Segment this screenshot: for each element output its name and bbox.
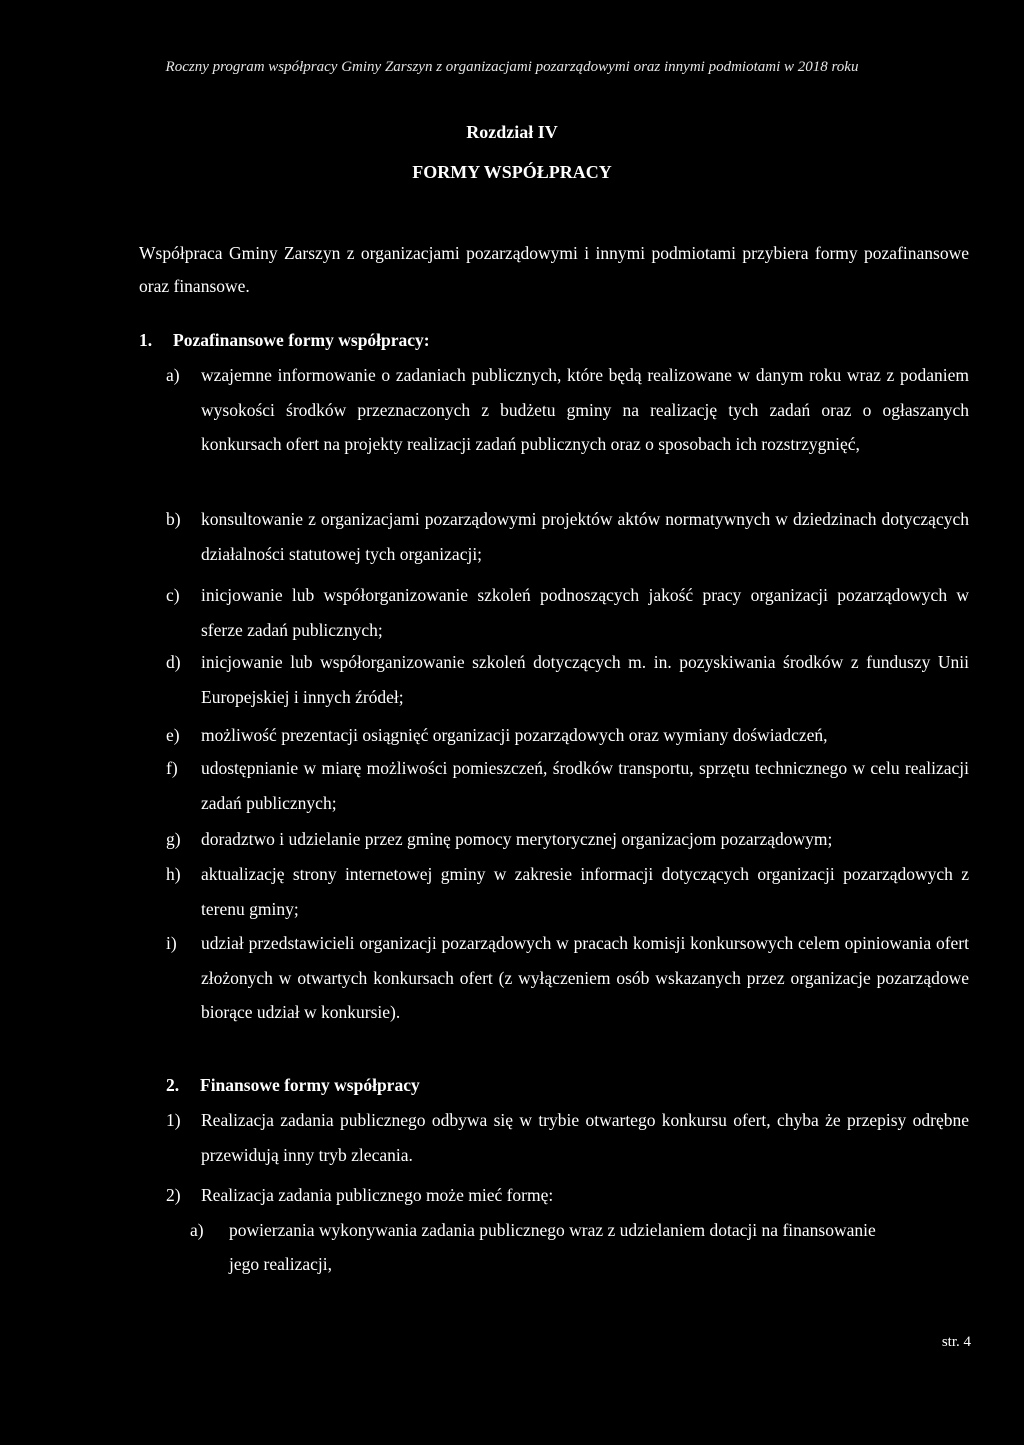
sub-list-item-label: a) (190, 1220, 204, 1240)
intro-paragraph: Współpraca Gminy Zarszyn z organizacjami pozarządowymi i innymi podmiotami przybiera formy pozafinansowe oraz finansowe. (139, 243, 969, 296)
list-item-text: Realizacja zadania publicznego może mieć formę: (201, 1185, 554, 1205)
section-1-number: 1. (139, 330, 153, 350)
list-item (166, 358, 969, 462)
list-item-text: konsultowanie z organizacjami pozarządowymi projektów aktów normatywnych w dziedzinach dotyczących działalności statutowej tych organizacji; (201, 509, 969, 564)
list-item (166, 645, 969, 714)
list-item-label: i) (166, 933, 177, 953)
list-item-text: udział przedstawicieli organizacji pozarządowych w pracach komisji konkursowych celem opiniowania ofert złożonych w otwartych konkursach ofert (z wyłączeniem osób wskazanych przez organizacje pozarządowe biorące udział w konkursie). (201, 933, 969, 1022)
list-item-label: e) (166, 725, 180, 745)
list-item (166, 502, 969, 571)
list-item-label: a) (166, 365, 180, 385)
section-2-number: 2. (166, 1075, 180, 1095)
running-header: Roczny program współpracy Gminy Zarszyn z organizacjami pozarządowymi oraz innymi podmiotami w 2018 roku (165, 59, 859, 75)
list-item-label: 1) (166, 1110, 181, 1130)
list-item-label: f) (166, 758, 178, 778)
list-item (166, 926, 969, 1030)
list-item-text: inicjowanie lub współorganizowanie szkoleń podnoszących jakość pracy organizacji pozarządowych w sferze zadań publicznych; (201, 585, 969, 640)
sub-list-item (190, 1213, 890, 1281)
section-2-heading (166, 1075, 420, 1096)
page-number: str. 4 (941, 1334, 971, 1350)
section-2-title: Finansowe formy współpracy (200, 1075, 420, 1095)
list-item (166, 751, 969, 820)
section-1-title: Pozafinansowe formy współpracy: (173, 330, 430, 350)
list-item-label: d) (166, 652, 181, 672)
list-item-label: 2) (166, 1185, 181, 1205)
list-item (166, 822, 969, 857)
sub-list-item-text: powierzania wykonywania zadania publicznego wraz z udzielaniem dotacji na finansowanie jego realizacji, (229, 1220, 876, 1274)
list-item-label: g) (166, 829, 181, 849)
list-item-text: możliwość prezentacji osiągnięć organizacji pozarządowych oraz wymiany doświadczeń, (201, 725, 828, 745)
list-item-text: doradztwo i udzielanie przez gminę pomocy merytorycznej organizacjom pozarządowym; (201, 829, 833, 849)
list-item (166, 857, 969, 926)
list-item (166, 1103, 969, 1172)
list-item-label: b) (166, 509, 181, 529)
chapter-title: Rozdział IV (466, 122, 558, 142)
list-item-label: c) (166, 585, 180, 605)
list-item-text: udostępnianie w miarę możliwości pomieszczeń, środków transportu, sprzętu technicznego w celu realizacji zadań publicznych; (201, 758, 969, 813)
list-item (166, 1178, 969, 1213)
list-item-text: inicjowanie lub współorganizowanie szkoleń dotyczących m. in. pozyskiwania środków z funduszy Unii Europejskiej i innych źródeł; (201, 652, 969, 707)
list-item-text: aktualizację strony internetowej gminy w zakresie informacji dotyczących organizacji pozarządowych z terenu gminy; (201, 864, 969, 919)
list-item-text: wzajemne informowanie o zadaniach publicznych, które będą realizowane w danym roku wraz z podaniem wysokości środków przeznaczonych z budżetu gminy na realizację tych zadań oraz o ogłaszanych konkursach ofert na projekty realizacji zadań publicznych oraz o sposobach ich rozstrzygnięć, (201, 365, 969, 454)
list-item-label: h) (166, 864, 181, 884)
list-item-text: Realizacja zadania publicznego odbywa się w trybie otwartego konkursu ofert, chyba że przepisy odrębne przewidują inny tryb zlecania. (201, 1110, 969, 1165)
section-1-heading (139, 330, 430, 351)
section-heading: FORMY WSPÓŁPRACY (412, 162, 612, 182)
list-item (166, 578, 969, 647)
list-item (166, 718, 969, 753)
